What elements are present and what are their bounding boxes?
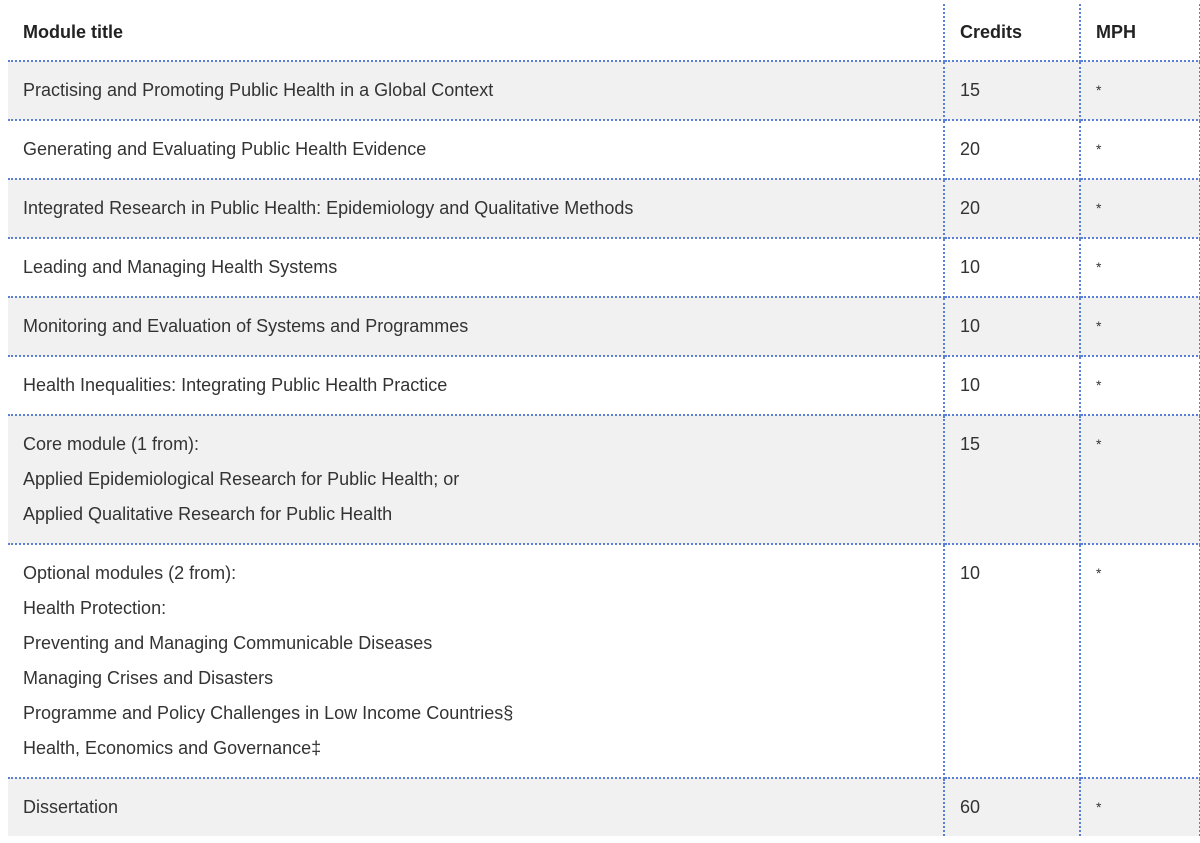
table-row xyxy=(8,238,1200,297)
module-title-cell xyxy=(8,297,944,356)
credits-cell: 10 xyxy=(944,544,1080,778)
module-title-cell xyxy=(8,356,944,415)
header-mph: MPH xyxy=(1080,4,1200,61)
credits-cell: 20 xyxy=(944,179,1080,238)
table-row xyxy=(8,356,1200,415)
mph-cell: * xyxy=(1080,297,1200,356)
mph-cell: * xyxy=(1080,778,1200,836)
mph-cell: * xyxy=(1080,120,1200,179)
modules-table-container xyxy=(8,4,1200,836)
credits-cell: 10 xyxy=(944,238,1080,297)
credits-cell: 10 xyxy=(944,297,1080,356)
module-title-line: Integrated Research in Public Health: Epidemiology and Qualitative Methods xyxy=(23,198,634,218)
credits-cell: 15 xyxy=(944,415,1080,544)
mph-cell: * xyxy=(1080,544,1200,778)
module-title-line: Optional modules (2 from): xyxy=(23,563,237,583)
module-title-line: Dissertation xyxy=(23,797,119,817)
module-title-line: Practising and Promoting Public Health in a Global Context xyxy=(23,80,494,100)
table-row xyxy=(8,179,1200,238)
table-header-row xyxy=(8,4,1200,61)
table-row xyxy=(8,544,1200,778)
table-row xyxy=(8,297,1200,356)
module-title-line: Applied Qualitative Research for Public Health xyxy=(23,504,393,524)
table-row xyxy=(8,415,1200,544)
module-title-line: Health, Economics and Governance‡ xyxy=(23,738,322,758)
credits-cell: 60 xyxy=(944,778,1080,836)
module-title-cell xyxy=(8,238,944,297)
table-body xyxy=(8,61,1200,836)
credits-cell: 15 xyxy=(944,61,1080,120)
module-title-line: Core module (1 from): xyxy=(23,434,200,454)
module-title-cell xyxy=(8,179,944,238)
module-title-line: Preventing and Managing Communicable Diseases xyxy=(23,633,433,653)
table-row xyxy=(8,120,1200,179)
mph-cell: * xyxy=(1080,415,1200,544)
module-title-cell xyxy=(8,778,944,836)
module-title-cell xyxy=(8,61,944,120)
table-row xyxy=(8,61,1200,120)
mph-cell: * xyxy=(1080,356,1200,415)
header-credits: Credits xyxy=(944,4,1080,61)
module-title-line: Monitoring and Evaluation of Systems and Programmes xyxy=(23,316,469,336)
module-title-cell xyxy=(8,120,944,179)
mph-cell: * xyxy=(1080,179,1200,238)
module-title-line: Generating and Evaluating Public Health Evidence xyxy=(23,139,427,159)
table-row xyxy=(8,778,1200,836)
mph-cell: * xyxy=(1080,238,1200,297)
module-title-line: Managing Crises and Disasters xyxy=(23,668,274,688)
module-title-line: Applied Epidemiological Research for Public Health; or xyxy=(23,469,460,489)
module-title-cell xyxy=(8,544,944,778)
module-title-line: Health Protection: xyxy=(23,598,167,618)
module-title-cell xyxy=(8,415,944,544)
modules-table xyxy=(8,4,1200,836)
module-title-line: Programme and Policy Challenges in Low Income Countries§ xyxy=(23,703,514,723)
mph-cell: * xyxy=(1080,61,1200,120)
credits-cell: 20 xyxy=(944,120,1080,179)
module-title-line: Leading and Managing Health Systems xyxy=(23,257,338,277)
header-module-title: Module title xyxy=(8,4,944,61)
module-title-line: Health Inequalities: Integrating Public Health Practice xyxy=(23,375,448,395)
credits-cell: 10 xyxy=(944,356,1080,415)
